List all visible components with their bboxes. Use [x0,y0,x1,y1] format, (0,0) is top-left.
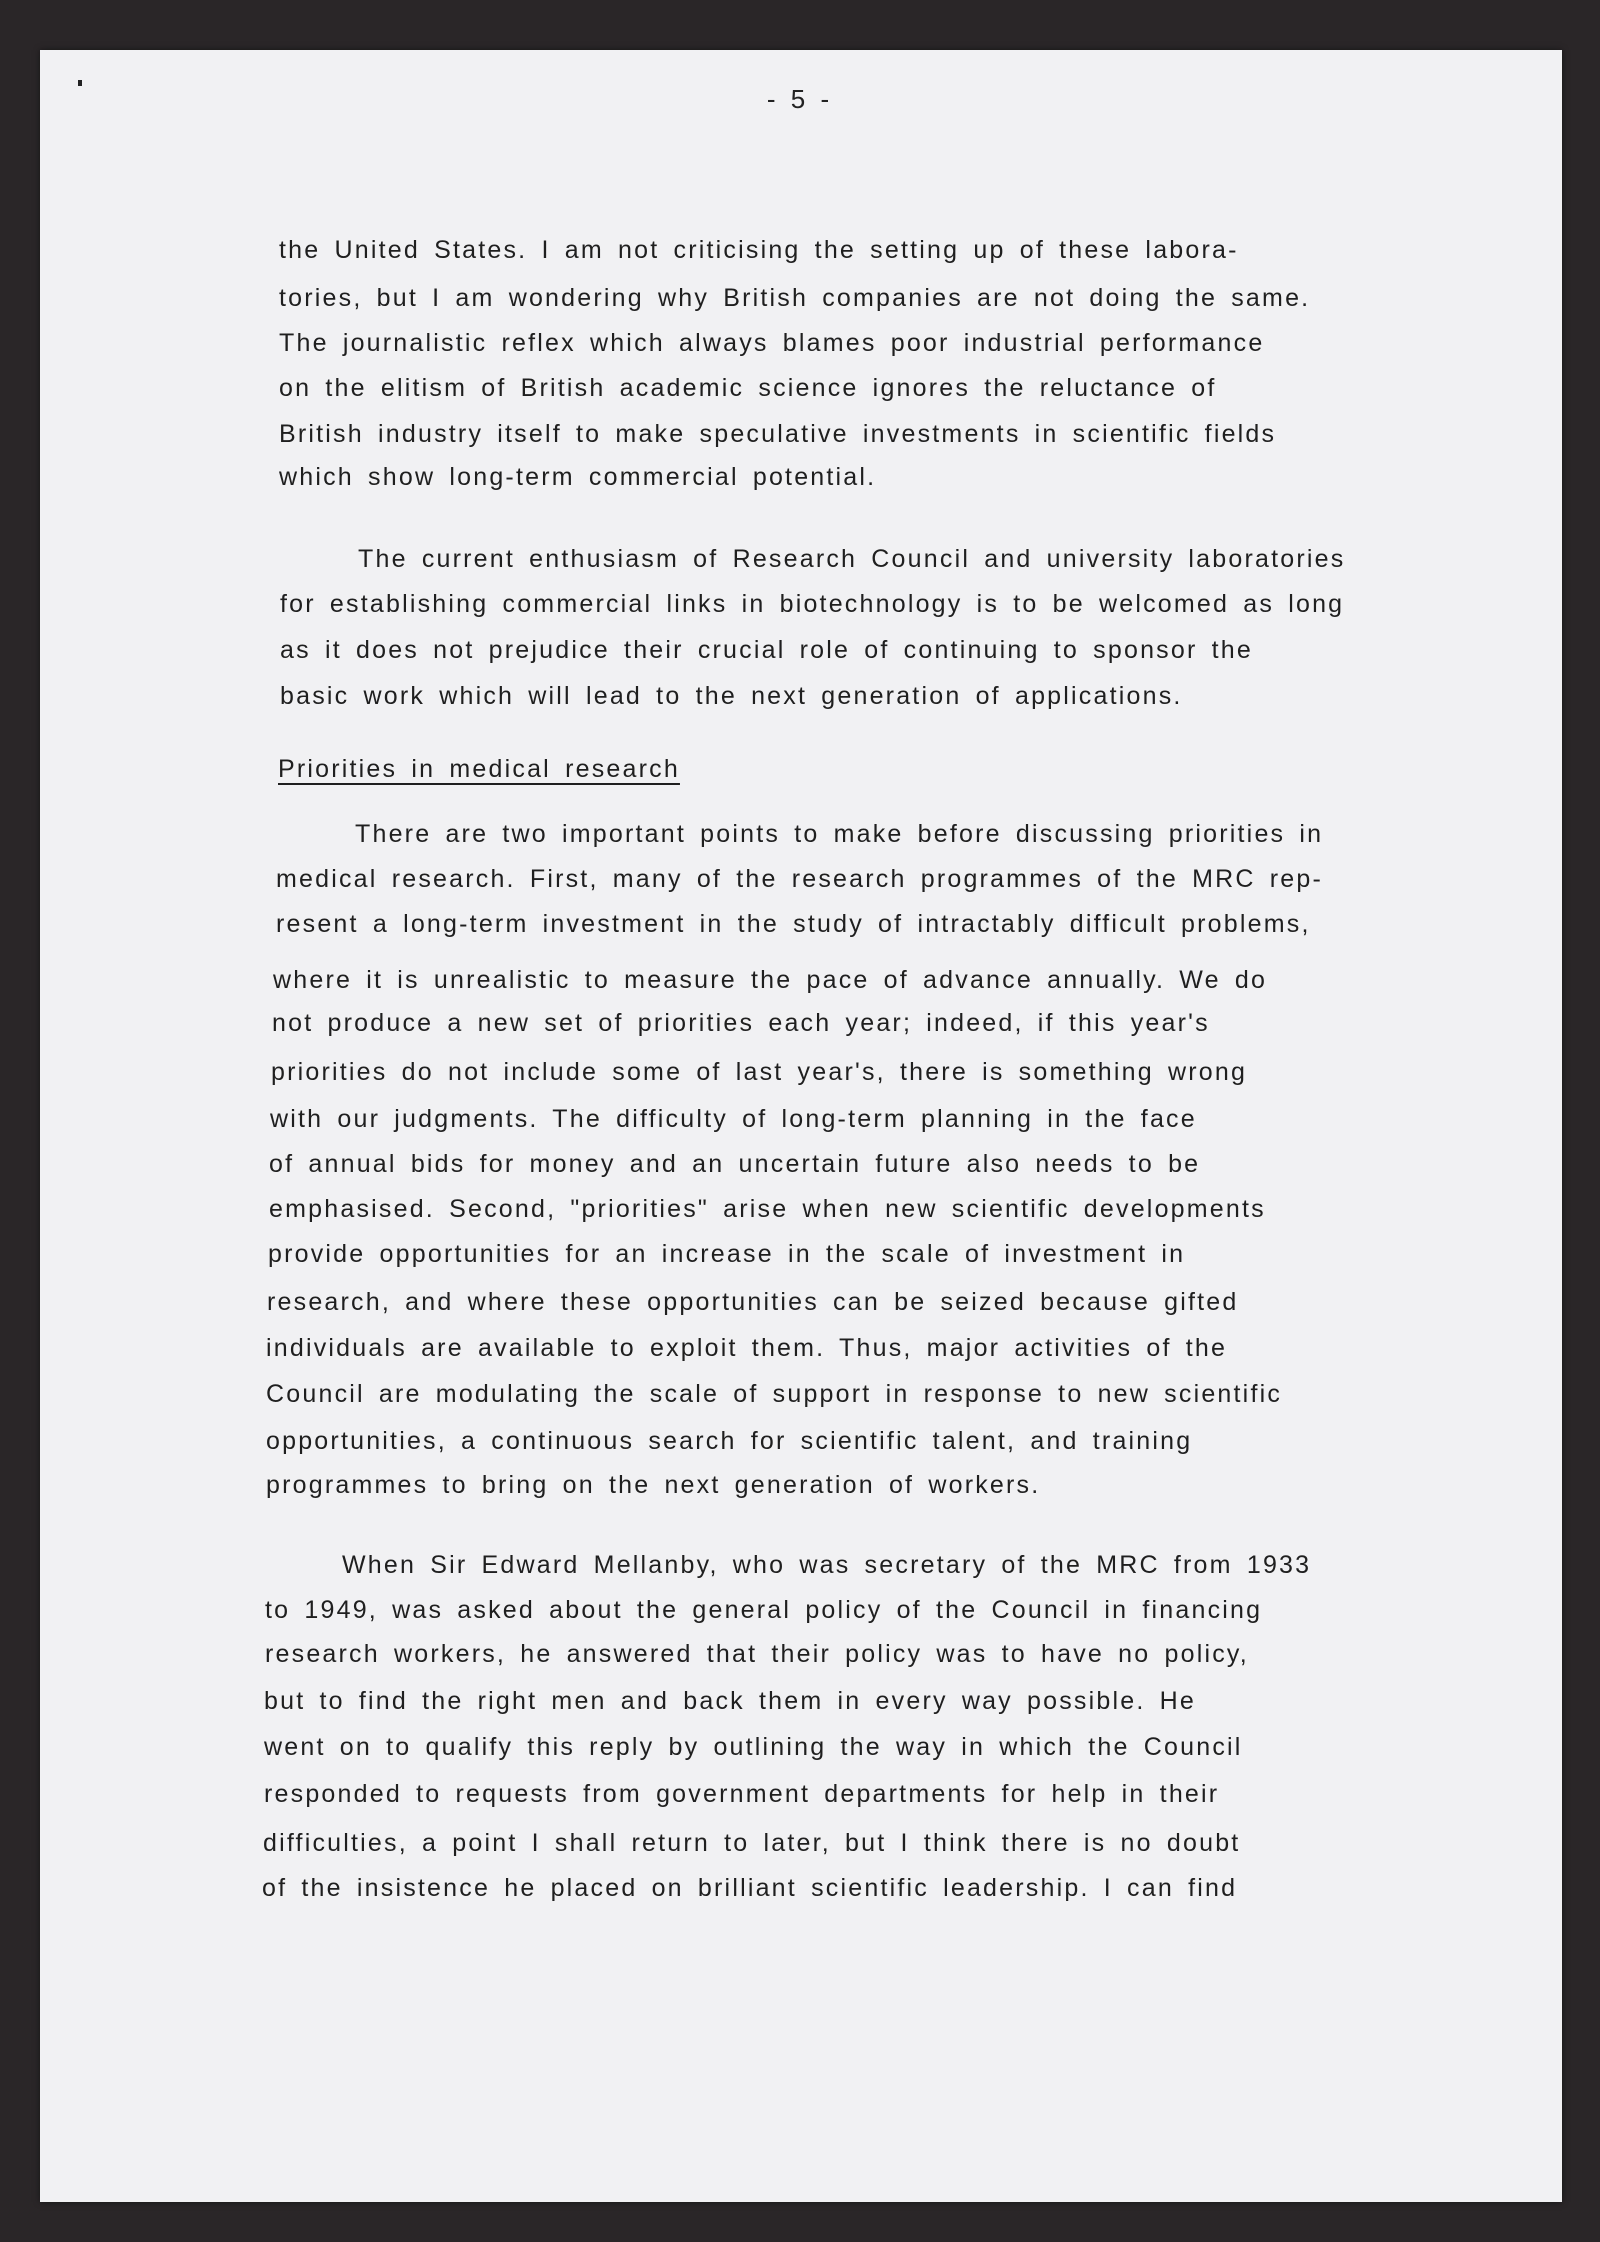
text-line: research workers, he answered that their policy was to have no policy, [265,1640,1249,1668]
text-line: There are two important points to make before discussing priorities in [355,820,1324,848]
page-number: - 5 - [766,84,834,114]
text-line: British industry itself to make speculative investments in scientific fields [279,420,1277,448]
text-line: as it does not prejudice their crucial role of continuing to sponsor the [280,636,1254,664]
text-line: went on to qualify this reply by outlining the way in which the Council [264,1733,1243,1761]
text-line: basic work which will lead to the next generation of applications. [280,682,1183,710]
text-line: of the insistence he placed on brilliant scientific leadership. I can find [262,1874,1238,1902]
text-line: When Sir Edward Mellanby, who was secretary of the MRC from 1933 [342,1551,1312,1579]
text-line: emphasised. Second, "priorities" arise when new scientific developments [269,1195,1266,1223]
text-line: the United States. I am not criticising the setting up of these labora- [279,236,1239,264]
text-line: The journalistic reflex which always blames poor industrial performance [279,329,1265,357]
text-line: medical research. First, many of the research programmes of the MRC rep- [276,865,1324,893]
text-line: resent a long-term investment in the study of intractably difficult problems, [276,910,1311,938]
section-heading: Priorities in medical research [278,755,680,783]
text-line: with our judgments. The difficulty of long-term planning in the face [270,1105,1197,1133]
text-line: The current enthusiasm of Research Council and university laboratories [358,545,1346,573]
text-line: responded to requests from government departments for help in their [264,1780,1220,1808]
text-line: priorities do not include some of last year's, there is something wrong [271,1058,1248,1086]
text-line: individuals are available to exploit them. Thus, major activities of the [266,1334,1228,1362]
text-line: not produce a new set of priorities each year; indeed, if this year's [272,1009,1210,1037]
text-line: programmes to bring on the next generation of workers. [266,1471,1041,1499]
text-line: for establishing commercial links in biotechnology is to be welcomed as long [280,590,1345,618]
text-line: tories, but I am wondering why British companies are not doing the same. [279,284,1311,312]
text-line: where it is unrealistic to measure the pace of advance annually. We do [273,966,1268,994]
text-line: which show long-term commercial potential. [279,463,877,491]
text-line: to 1949, was asked about the general policy of the Council in financing [265,1596,1263,1624]
text-line: difficulties, a point I shall return to later, but I think there is no doubt [263,1829,1241,1857]
text-line: but to find the right men and back them in every way possible. He [264,1687,1196,1715]
text-line: on the elitism of British academic science ignores the reluctance of [279,374,1217,402]
text-line: of annual bids for money and an uncertain future also needs to be [269,1150,1201,1178]
text-line: Council are modulating the scale of support in response to new scientific [266,1380,1283,1408]
text-line: provide opportunities for an increase in the scale of investment in [268,1240,1186,1268]
text-line: research, and where these opportunities can be seized because gifted [267,1288,1239,1316]
text-line: opportunities, a continuous search for scientific talent, and training [266,1427,1193,1455]
